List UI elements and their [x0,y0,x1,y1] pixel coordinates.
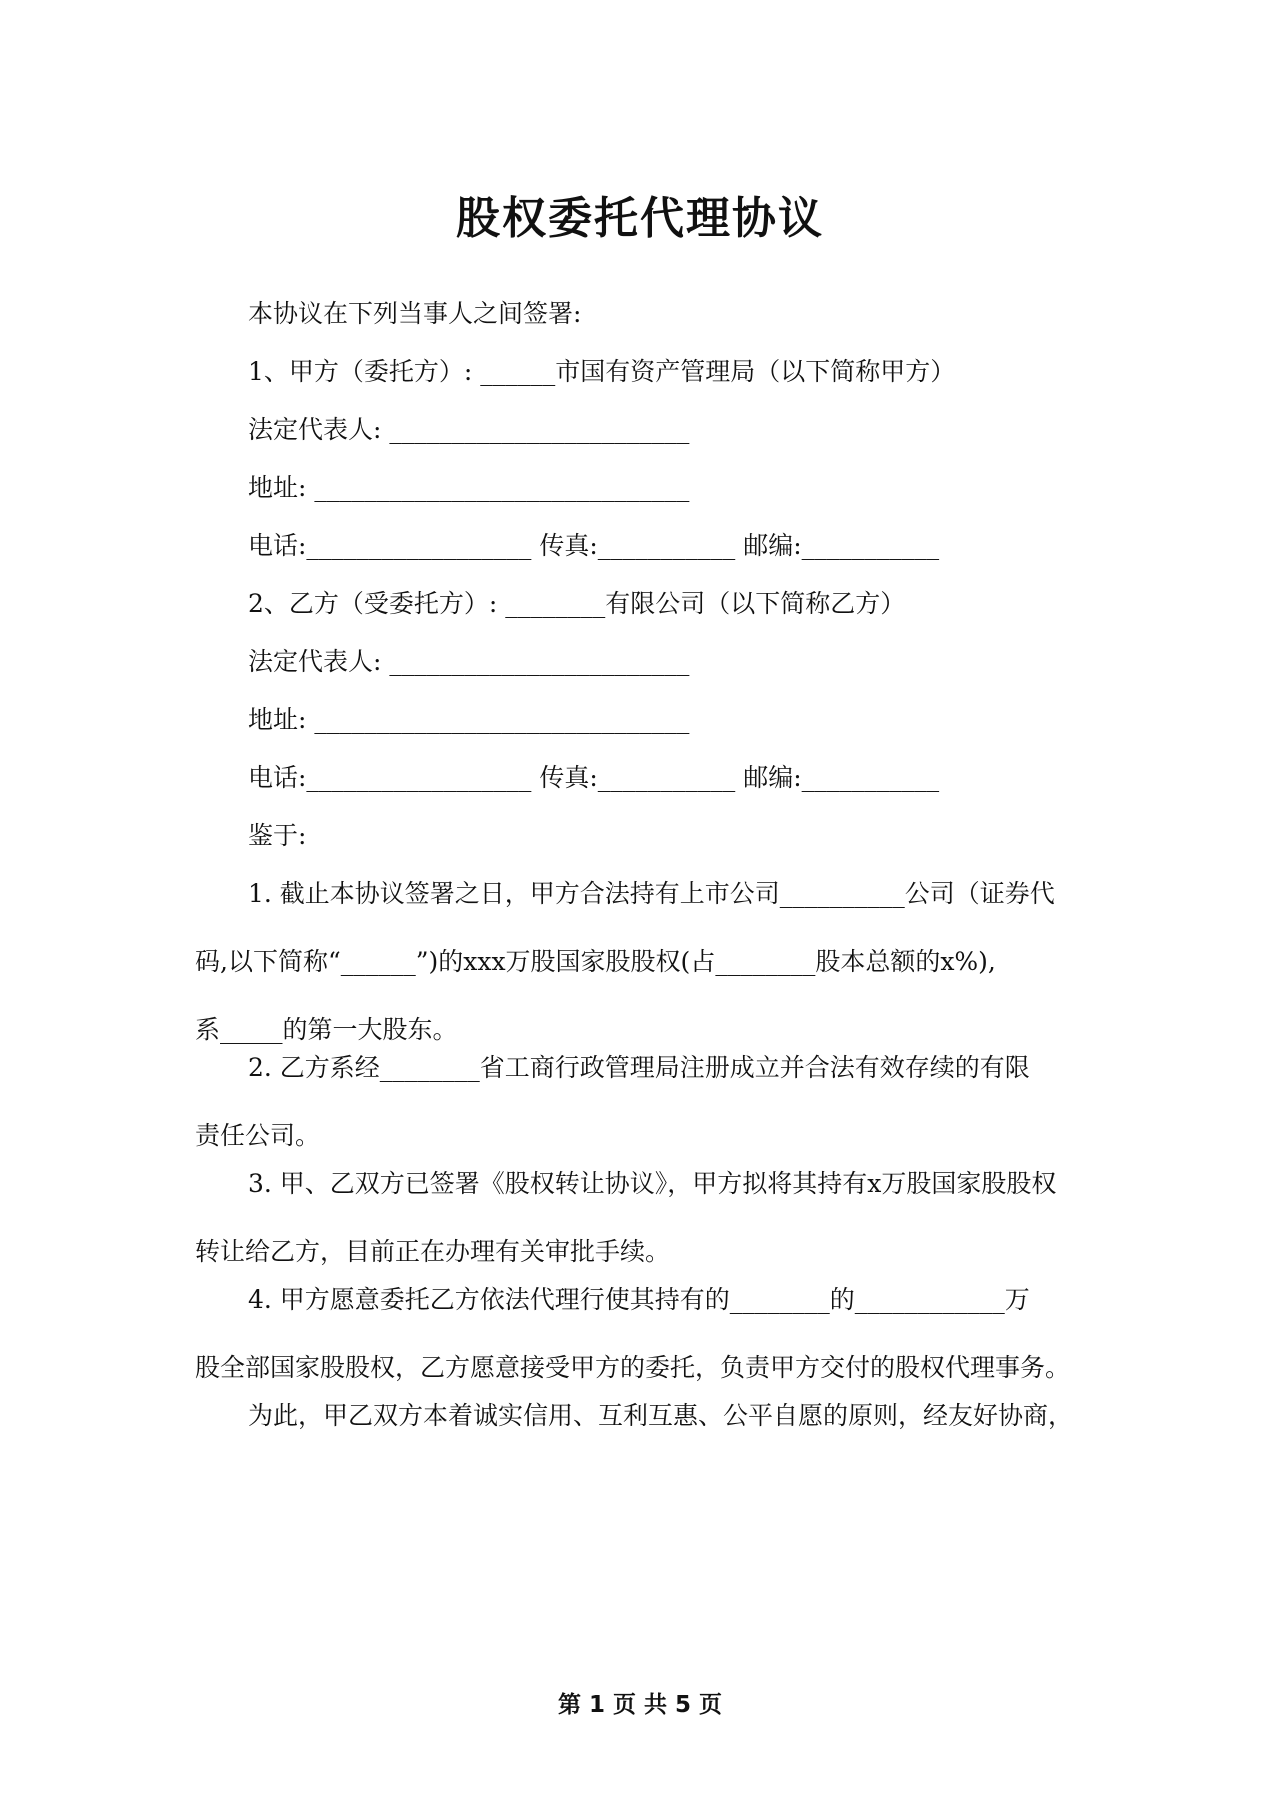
intro-line: 本协议在下列当事人之间签署: [248,299,582,328]
clause-1-row: 1. 截止本协议签署之日，甲方合法持有上市公司__________公司（证券代 [248,879,1055,908]
clause-3-row: 转让给乙方，目前正在办理有关审批手续。 [195,1237,671,1266]
party-b-heading: 2、乙方（受委托方）: ________有限公司（以下简称乙方） [248,589,906,618]
party-b-rep: 法定代表人: ________________________ [248,647,690,676]
clause-4-row: 4. 甲方愿意委托乙方依法代理行使其持有的________的____________万 [248,1285,1030,1314]
page-number: 第 1 页 共 5 页 [557,1692,723,1718]
party-a-contact: 电话:__________________ 传真:___________ 邮编:___________ [248,531,940,560]
closing-paragraph [195,1398,1095,1466]
whereas-heading: 鉴于: [248,821,307,850]
document-title: 股权委托代理协议 [456,193,824,244]
party-a-address: 地址: ______________________________ [248,473,690,502]
party-b-contact: 电话:__________________ 传真:___________ 邮编:___________ [248,763,940,792]
clause-1-row: 码,以下简称“______”)的xxx万股国家股股权(占________股本总额的x%), [195,947,996,976]
clause-3-row: 3. 甲、乙双方已签署《股权转让协议》，甲方拟将其持有x万股国家股股权 [248,1169,1057,1198]
party-a-rep: 法定代表人: ________________________ [248,415,690,444]
closing-row: 为此，甲乙双方本着诚实信用、互利互惠、公平自愿的原则，经友好协商， [248,1401,1074,1430]
party-b-address: 地址: ______________________________ [248,705,690,734]
party-a-heading: 1、甲方（委托方）: ______市国有资产管理局（以下简称甲方） [248,357,956,386]
clause-4-row: 股全部国家股股权，乙方愿意接受甲方的委托，负责甲方交付的股权代理事务。 [195,1353,1071,1382]
clause-2-row: 责任公司。 [195,1121,321,1150]
clause-2-row: 2. 乙方系经________省工商行政管理局注册成立并合法有效存续的有限 [248,1053,1030,1082]
clause-1-row: 系_____的第一大股东。 [195,1015,458,1044]
